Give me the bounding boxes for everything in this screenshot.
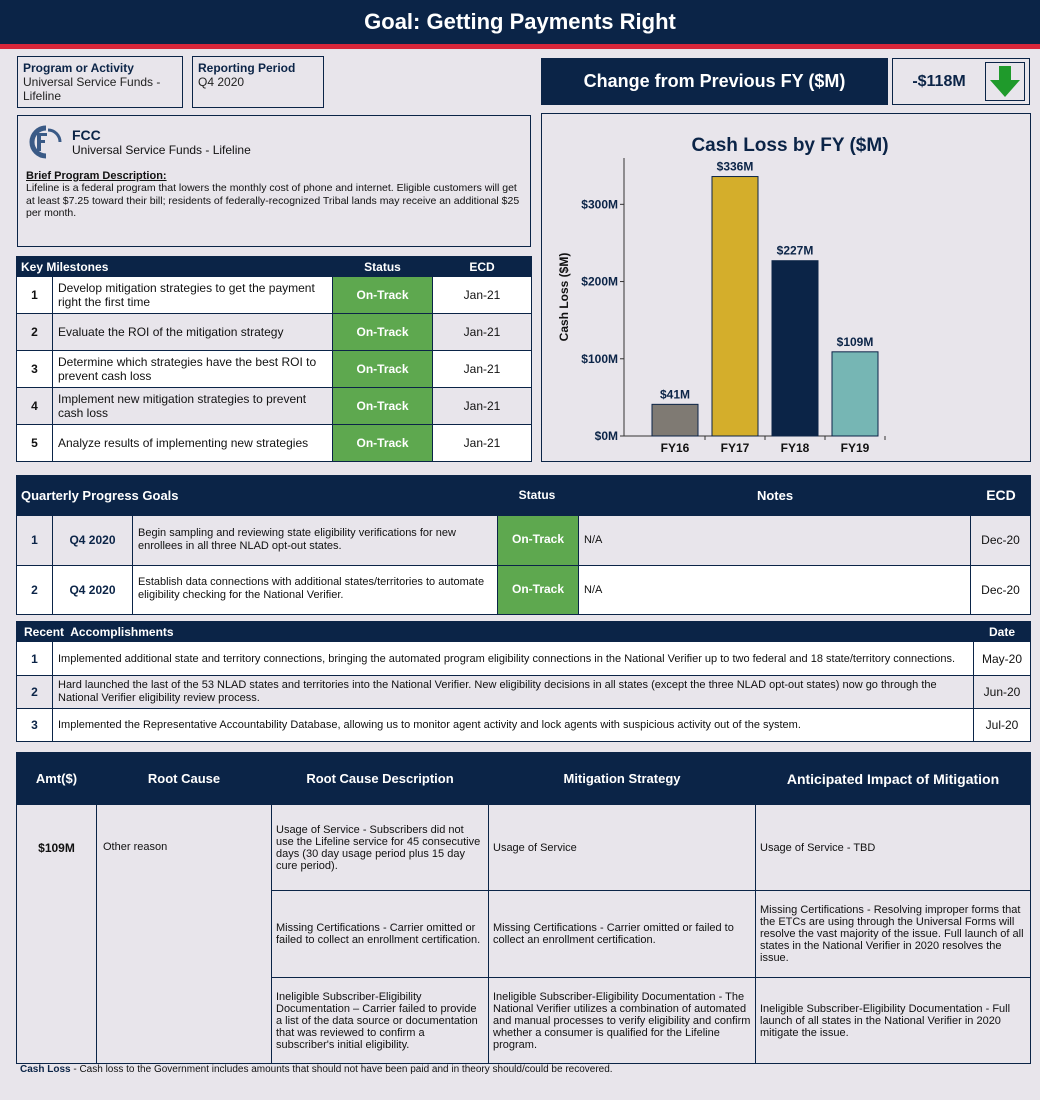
agency-program: Universal Service Funds - Lifeline [72, 143, 251, 157]
quarterly-text: Begin sampling and reviewing state eligibility verifications for new enrollees in all three NLAD opt-out states. [138, 527, 456, 552]
accomplishment-date: Jul-20 [974, 709, 1031, 742]
page-title: Goal: Getting Payments Right [0, 0, 1040, 44]
milestone-text: Develop mitigation strategies to get the payment right the first time [53, 277, 333, 314]
data-label: $41M [659, 387, 691, 402]
divider [578, 566, 579, 614]
quarterly-text: Establish data connections with additional states/territories to automate eligibility checking for the National Verifier. [138, 576, 485, 601]
milestone-text: Evaluate the ROI of the mitigation strategy [53, 314, 333, 351]
milestone-text: Determine which strategies have the best ROI to prevent cash loss [53, 351, 333, 388]
accomplishments-title: Recent Accomplishments [17, 622, 974, 642]
accomplishment-date: Jun-20 [974, 676, 1031, 709]
fcc-logo-icon [26, 124, 68, 160]
status-badge: On-Track [498, 566, 578, 614]
bar-fy16 [652, 404, 698, 436]
root-cause-description: Usage of Service - Subscribers did not use the Lifeline service for 45 consecutive days (30 day usage period plus 15 day cure period). [272, 805, 489, 891]
milestone-number: 4 [17, 388, 53, 425]
quarterly-notes: N/A [584, 534, 603, 546]
milestone-row [17, 425, 532, 462]
milestones-table [16, 256, 532, 462]
accomplishment-row [17, 709, 1031, 742]
quarterly-row [17, 516, 1030, 565]
milestone-ecd: Jan-21 [433, 388, 532, 425]
milestone-ecd: Jan-21 [433, 277, 532, 314]
program-label: Program or Activity [23, 61, 134, 75]
status-badge: On-Track [333, 425, 433, 462]
data-label: $109M [836, 334, 874, 349]
y-tick-label: $200M [581, 274, 618, 289]
anticipated-impact-header: Anticipated Impact of Mitigation [756, 753, 1031, 805]
root-cause-row [17, 805, 1031, 891]
change-value: -$118M [912, 73, 966, 90]
quarterly-section [16, 475, 1031, 615]
quarterly-quarter: Q4 2020 [69, 583, 116, 597]
quarterly-number: 1 [31, 533, 38, 547]
milestone-number: 3 [17, 351, 53, 388]
mitigation-strategy: Ineligible Subscriber-Eligibility Documentation - The National Verifier utilizes a combination of automated and manual processes to verify eligibility and confirm whether a consumer is qualified for the Lifeline program. [489, 978, 756, 1064]
accomplishment-number: 1 [17, 642, 53, 676]
cash-loss-chart [542, 114, 1030, 461]
program-value: Universal Service Funds - Lifeline [23, 75, 161, 103]
milestone-ecd: Jan-21 [433, 314, 532, 351]
milestones-status-header: Status [333, 257, 433, 277]
root-cause-description-header: Root Cause Description [272, 753, 489, 805]
status-badge: On-Track [333, 351, 433, 388]
status-badge: On-Track [333, 314, 433, 351]
period-box [192, 56, 324, 108]
milestone-ecd: Jan-21 [433, 351, 532, 388]
header-accent-bar [0, 44, 1040, 49]
footnote [20, 1064, 613, 1075]
footnote-text: - Cash loss to the Government includes amounts that should not have been paid and in theory should/could be recovered. [70, 1064, 613, 1075]
milestone-text: Implement new mitigation strategies to prevent cash loss [53, 388, 333, 425]
mitigation-strategy: Usage of Service [489, 805, 756, 891]
bar-fy19 [832, 352, 878, 436]
data-label: $227M [776, 243, 814, 258]
milestone-row [17, 277, 532, 314]
quarterly-status-header: Status [518, 488, 556, 502]
root-cause-description: Missing Certifications - Carrier omitted or failed to collect an enrollment certification. [272, 891, 489, 978]
root-cause-description: Ineligible Subscriber-Eligibility Documentation – Carrier failed to provide a list of the data source or documentation that was reviewed to confirm a subscriber's initial eligibility. [272, 978, 489, 1064]
accomplishment-text: Implemented the Representative Accountability Database, allowing us to monitor agent activity and lock agents with suspicious activity out of the system. [53, 709, 974, 742]
y-axis-label: Cash Loss ($M) [557, 252, 571, 342]
agency-box [17, 115, 531, 247]
accomplishment-number: 2 [17, 676, 53, 709]
data-label: $336M [716, 159, 754, 174]
root-cause-header: Root Cause [97, 753, 272, 805]
root-cause-value: Other reason [97, 805, 272, 1064]
x-tick-label: FY18 [780, 441, 810, 455]
milestone-row [17, 388, 532, 425]
accomplishment-number: 3 [17, 709, 53, 742]
accomplishment-row [17, 676, 1031, 709]
quarterly-number: 2 [31, 583, 38, 597]
quarterly-title: Quarterly Progress Goals [21, 488, 179, 503]
mitigation-strategy-header: Mitigation Strategy [489, 753, 756, 805]
change-value-box [892, 58, 1030, 105]
milestone-ecd: Jan-21 [433, 425, 532, 462]
accomplishment-text: Hard launched the last of the 53 NLAD states and territories into the National Verifier. New eligibility decisions in all states (except the three NLAD opt-out states) now go through the National Verifier eligibility review process. [53, 676, 974, 709]
accomplishment-date: May-20 [974, 642, 1031, 676]
arrow-box [985, 62, 1025, 101]
milestone-number: 2 [17, 314, 53, 351]
y-tick-label: $300M [581, 197, 618, 212]
milestone-number: 5 [17, 425, 53, 462]
accomplishments-table [16, 621, 1031, 742]
program-box [17, 56, 183, 108]
description-text: Lifeline is a federal program that lowers the monthly cost of phone and internet. Eligible customers will get at least $7.25 toward their bill; residents of federally-recognized Tribal lands may receive an additional $25 per month. [26, 182, 520, 219]
accomplishment-text: Implemented additional state and territory connections, bringing the automated program eligibility connections in the National Verifier up to two federal and 18 state/territory connections. [53, 642, 974, 676]
quarterly-ecd: Dec-20 [981, 533, 1020, 547]
divider [132, 566, 133, 614]
chart-box [541, 113, 1031, 462]
anticipated-impact: Missing Certifications - Resolving improper forms that the ETCs are using through the Universal Forms will resolve the vast majority of the issue. Full launch of all states in the National Verifier in 2020 resolves the issue. [756, 891, 1031, 978]
y-tick-label: $0M [594, 429, 618, 443]
x-tick-label: FY16 [660, 441, 690, 455]
mitigation-strategy: Missing Certifications - Carrier omitted or failed to collect an enrollment certification. [489, 891, 756, 978]
description-title: Brief Program Description: [26, 170, 167, 182]
change-label: Change from Previous FY ($M) [541, 58, 888, 105]
milestones-ecd-header: ECD [433, 257, 532, 277]
milestone-row [17, 351, 532, 388]
agency-name: FCC [72, 127, 101, 143]
status-badge: On-Track [333, 388, 433, 425]
footnote-term: Cash Loss [20, 1064, 71, 1075]
milestone-text: Analyze results of implementing new strategies [53, 425, 333, 462]
milestone-row [17, 314, 532, 351]
x-tick-label: FY19 [840, 441, 870, 455]
bar-fy17 [712, 177, 758, 436]
anticipated-impact: Usage of Service - TBD [756, 805, 1031, 891]
period-label: Reporting Period [198, 61, 296, 75]
bar-fy18 [772, 261, 818, 436]
period-value: Q4 2020 [198, 75, 245, 89]
milestones-title: Key Milestones [17, 257, 333, 277]
status-badge: On-Track [333, 277, 433, 314]
milestone-number: 1 [17, 277, 53, 314]
accomplishments-date-header: Date [974, 622, 1031, 642]
quarterly-notes: N/A [584, 584, 603, 596]
quarterly-notes-header: Notes [756, 488, 794, 503]
anticipated-impact: Ineligible Subscriber-Eligibility Documentation - Full launch of all states in the National Verifier in 2020 mitigate the issue. [756, 978, 1031, 1064]
agency-header [26, 124, 522, 160]
root-cause-table [16, 752, 1031, 1064]
x-tick-label: FY17 [720, 441, 750, 455]
down-arrow-icon [986, 63, 1024, 100]
status-badge: On-Track [498, 516, 578, 565]
quarterly-ecd-header: ECD [986, 487, 1016, 503]
accomplishment-row [17, 642, 1031, 676]
amount-value: $109M [17, 805, 97, 1064]
chart-title: Cash Loss by FY ($M) [691, 135, 889, 156]
quarterly-ecd: Dec-20 [981, 583, 1020, 597]
amount-header: Amt($) [17, 753, 97, 805]
quarterly-row [17, 566, 1030, 614]
quarterly-quarter: Q4 2020 [69, 533, 116, 547]
y-tick-label: $100M [581, 351, 618, 366]
